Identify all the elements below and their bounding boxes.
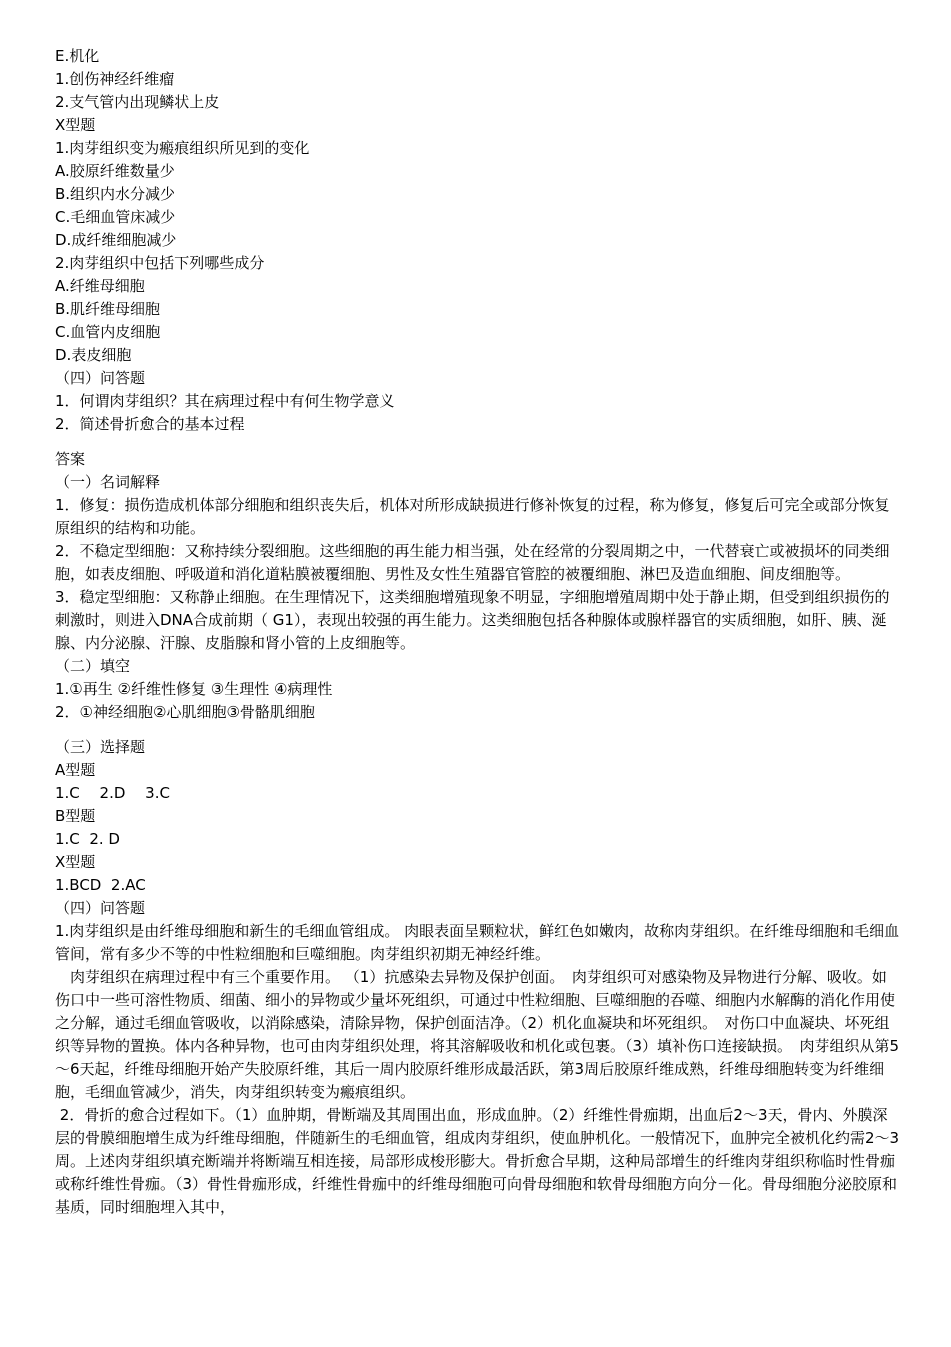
blank-line xyxy=(55,436,900,448)
answer-line: 1.C 2. D xyxy=(55,830,120,848)
question: 1.肉芽组织变为瘢痕组织所见到的变化 xyxy=(55,139,310,157)
option: D.表皮细胞 xyxy=(55,346,132,364)
option: A.纤维母细胞 xyxy=(55,277,145,295)
answer-line: 2．①神经细胞②心肌细胞③骨骼肌细胞 xyxy=(55,703,315,721)
sub-heading: B型题 xyxy=(55,807,96,825)
answer-paragraph: 2．骨折的愈合过程如下。（1）血肿期，骨断端及其周围出血，形成血肿。（2）纤维性骨痂期，出血后2～3天，骨内、外膜深层的骨膜细胞增生成为纤维母细胞，伴随新生的毛细血管，组成肉芽组织，使血肿机化。一般情况下，血肿完全被机化约需2～3周。上述肉芽组织填充断端并将断端互相连接，局部形成梭形膨大。骨折愈合早期，这种局部增生的纤维肉芽组织称临时性骨痂或称纤维性骨痂。（3）骨性骨痂形成，纤维性骨痂中的纤维母细胞可向骨母细胞和软骨母细胞方向分－化。骨母细胞分泌胶原和基质，同时细胞埋入其中， xyxy=(55,1106,900,1216)
answer-line: 1.①再生 ②纤维性修复 ③生理性 ④病理性 xyxy=(55,680,333,698)
section-heading: （一）名词解释 xyxy=(55,473,161,491)
section-heading: （三）选择题 xyxy=(55,738,146,756)
text-line: 1.创伤神经纤维瘤 xyxy=(55,70,175,88)
question: 1．何谓肉芽组织？其在病理过程中有何生物学意义 xyxy=(55,392,395,410)
document-page xyxy=(55,45,900,1219)
section-heading: X型题 xyxy=(55,116,96,134)
section-heading: （二）填空 xyxy=(55,657,131,675)
option: B.肌纤维母细胞 xyxy=(55,300,161,318)
blank-line xyxy=(55,724,900,736)
section-heading: （四）问答题 xyxy=(55,369,146,387)
section-heading: （四）问答题 xyxy=(55,899,146,917)
option: C.血管内皮细胞 xyxy=(55,323,161,341)
answer-paragraph: 1．修复：损伤造成机体部分细胞和组织丧失后，机体对所形成缺损进行修补恢复的过程，称为修复，修复后可完全或部分恢复原组织的结构和功能。 xyxy=(55,496,890,537)
text-line: 2.支气管内出现鳞状上皮 xyxy=(55,93,220,111)
option: B.组织内水分减少 xyxy=(55,185,176,203)
option: C.毛细血管床减少 xyxy=(55,208,176,226)
option: A.胶原纤维数量少 xyxy=(55,162,175,180)
answer-paragraph: 2．不稳定型细胞：又称持续分裂细胞。这些细胞的再生能力相当强，处在经常的分裂周期之中，一代替衰亡或被损坏的同类细胞，如表皮细胞、呼吸道和消化道粘膜被覆细胞、男性及女性生殖器官管腔的被覆细胞、淋巴及造血细胞、间皮细胞等。 xyxy=(55,542,890,583)
question: 2.肉芽组织中包括下列哪些成分 xyxy=(55,254,265,272)
sub-heading: A型题 xyxy=(55,761,96,779)
answers-heading: 答案 xyxy=(55,450,86,468)
answer-paragraph: 3．稳定型细胞：又称静止细胞。在生理情况下，这类细胞增殖现象不明显，字细胞增殖周期中处于静止期，但受到组织损伤的刺激时，则进入DNA合成前期（ G1），表现出较强的再生能力。这类细胞包括各种腺体或腺样器官的实质细胞，如肝、胰、涎腺、内分泌腺、汗腺、皮脂腺和肾小管的上皮细胞等。 xyxy=(55,588,890,652)
answer-paragraph: 1.肉芽组织是由纤维母细胞和新生的毛细血管组成。 肉眼表面呈颗粒状，鲜红色如嫩肉，故称肉芽组织。在纤维母细胞和毛细血管间，常有多少不等的中性粒细胞和巨噬细胞。肉芽组织初期无神经纤维。 xyxy=(55,922,900,963)
option: D.成纤维细胞减少 xyxy=(55,231,177,249)
answer-line: 1.BCD 2.AC xyxy=(55,876,146,894)
answer-paragraph: 肉芽组织在病理过程中有三个重要作用。 （1）抗感染去异物及保护创面。 肉芽组织可对感染物及异物进行分解、吸收。如伤口中一些可溶性物质、细菌、细小的异物或少量坏死组织，可通过中性粒细胞、巨噬细胞的吞噬、细胞内水解酶的消化作用使之分解，通过毛细血管吸收，以消除感染，清除异物，保护创面洁净。（2）机化血凝块和坏死组织。 对伤口中血凝块、坏死组织等异物的置换。体内各种异物，也可由肉芽组织处理，将其溶解吸收和机化或包裹。（3）填补伤口连接缺损。 肉芽组织从第5～6天起，纤维母细胞开始产失胶原纤维，其后一周内胶原纤维形成最活跃，第3周后胶原纤维成熟，纤维母细胞转变为纤维细胞，毛细血管减少，消失，肉芽组织转变为瘢痕组织。 xyxy=(55,968,900,1101)
sub-heading: X型题 xyxy=(55,853,96,871)
text-line: E.机化 xyxy=(55,47,100,65)
question: 2．简述骨折愈合的基本过程 xyxy=(55,415,245,433)
answer-line: 1.C 2.D 3.C xyxy=(55,784,170,802)
